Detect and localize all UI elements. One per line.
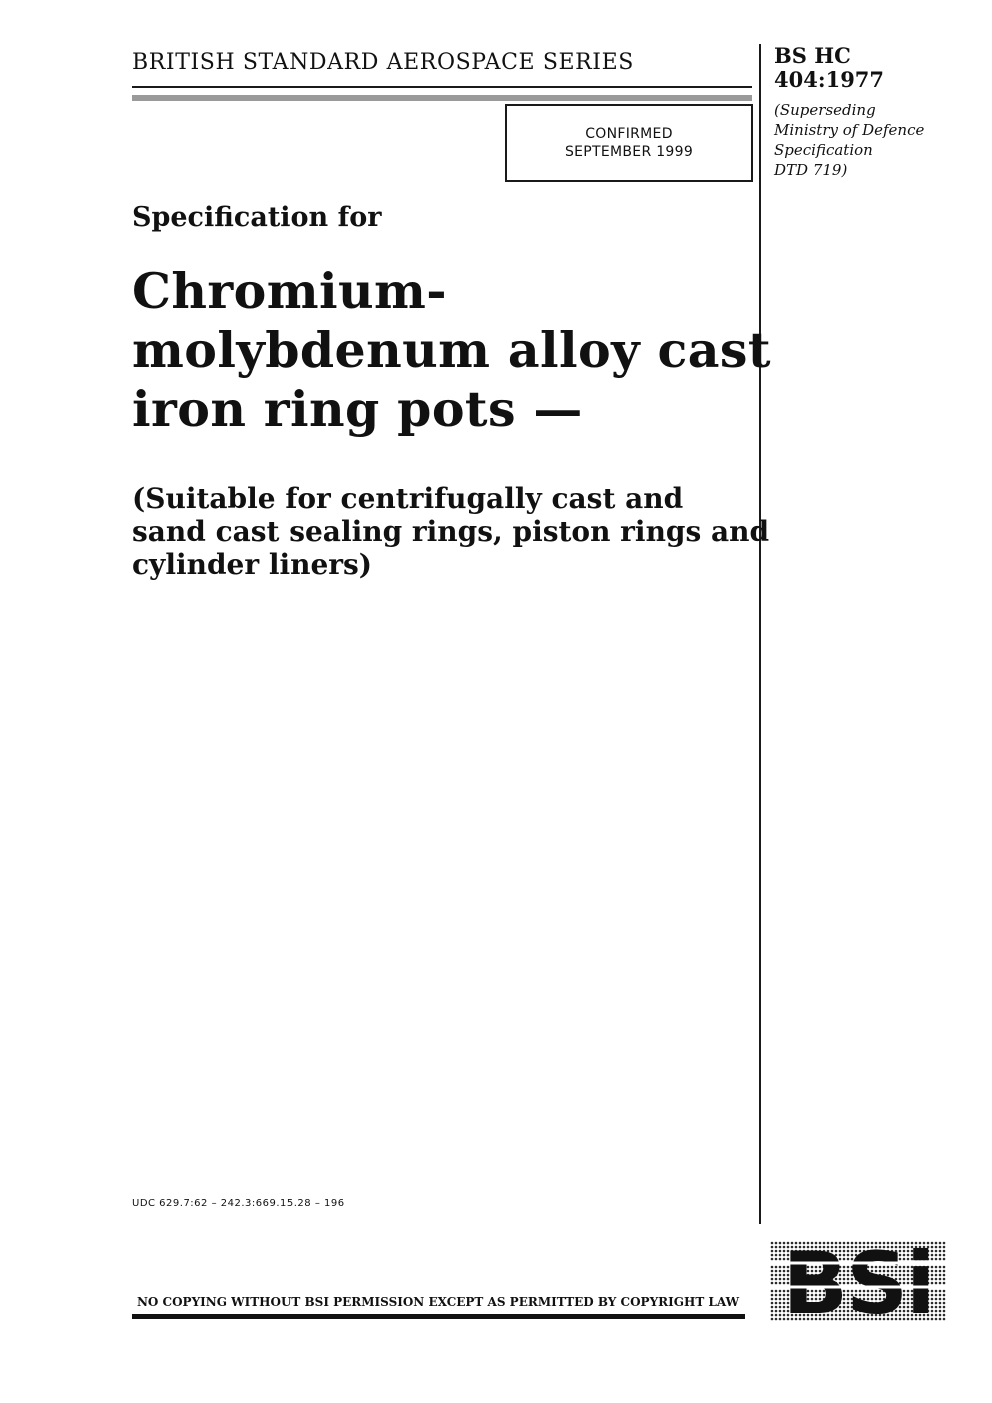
bsi-logo-icon <box>770 1241 946 1321</box>
subtitle-line: cylinder liners) <box>132 548 373 581</box>
series-heading: BRITISH STANDARD AEROSPACE SERIES <box>132 50 634 75</box>
supersedes-line: DTD 719) <box>774 161 848 179</box>
standard-number-line: 404:1977 <box>774 67 885 92</box>
footer-rule <box>132 1314 745 1319</box>
header-rule <box>132 86 752 88</box>
subtitle-line: sand cast sealing rings, piston rings and <box>132 515 770 548</box>
standard-number-line: BS HC <box>774 43 851 68</box>
supersedes-line: Specification <box>774 141 873 159</box>
confirmed-stamp <box>505 104 753 182</box>
copyright-notice: NO COPYING WITHOUT BSI PERMISSION EXCEPT AS PERMITTED BY COPYRIGHT LAW <box>136 1295 740 1309</box>
column-divider <box>759 44 761 1224</box>
supersedes-note <box>774 100 924 180</box>
subtitle-line: (Suitable for centrifugally cast and <box>132 482 684 515</box>
confirmed-label: CONFIRMED <box>585 126 673 142</box>
title-line: molybdenum alloy cast <box>132 321 771 379</box>
title-line: Chromium- <box>132 262 447 320</box>
svg-text:BSi: BSi <box>782 1241 934 1321</box>
title-line: iron ring pots — <box>132 380 583 438</box>
document-title <box>132 262 771 439</box>
udc-code: UDC 629.7:62 – 242.3:669.15.28 – 196 <box>132 1198 345 1209</box>
supersedes-line: Ministry of Defence <box>774 121 925 139</box>
title-prefix: Specification for <box>132 202 382 233</box>
standard-number <box>774 44 884 92</box>
header-rule-grey <box>132 95 752 101</box>
document-subtitle <box>132 482 769 581</box>
confirmed-date: SEPTEMBER 1999 <box>564 144 694 160</box>
supersedes-line: (Superseding <box>774 101 876 119</box>
